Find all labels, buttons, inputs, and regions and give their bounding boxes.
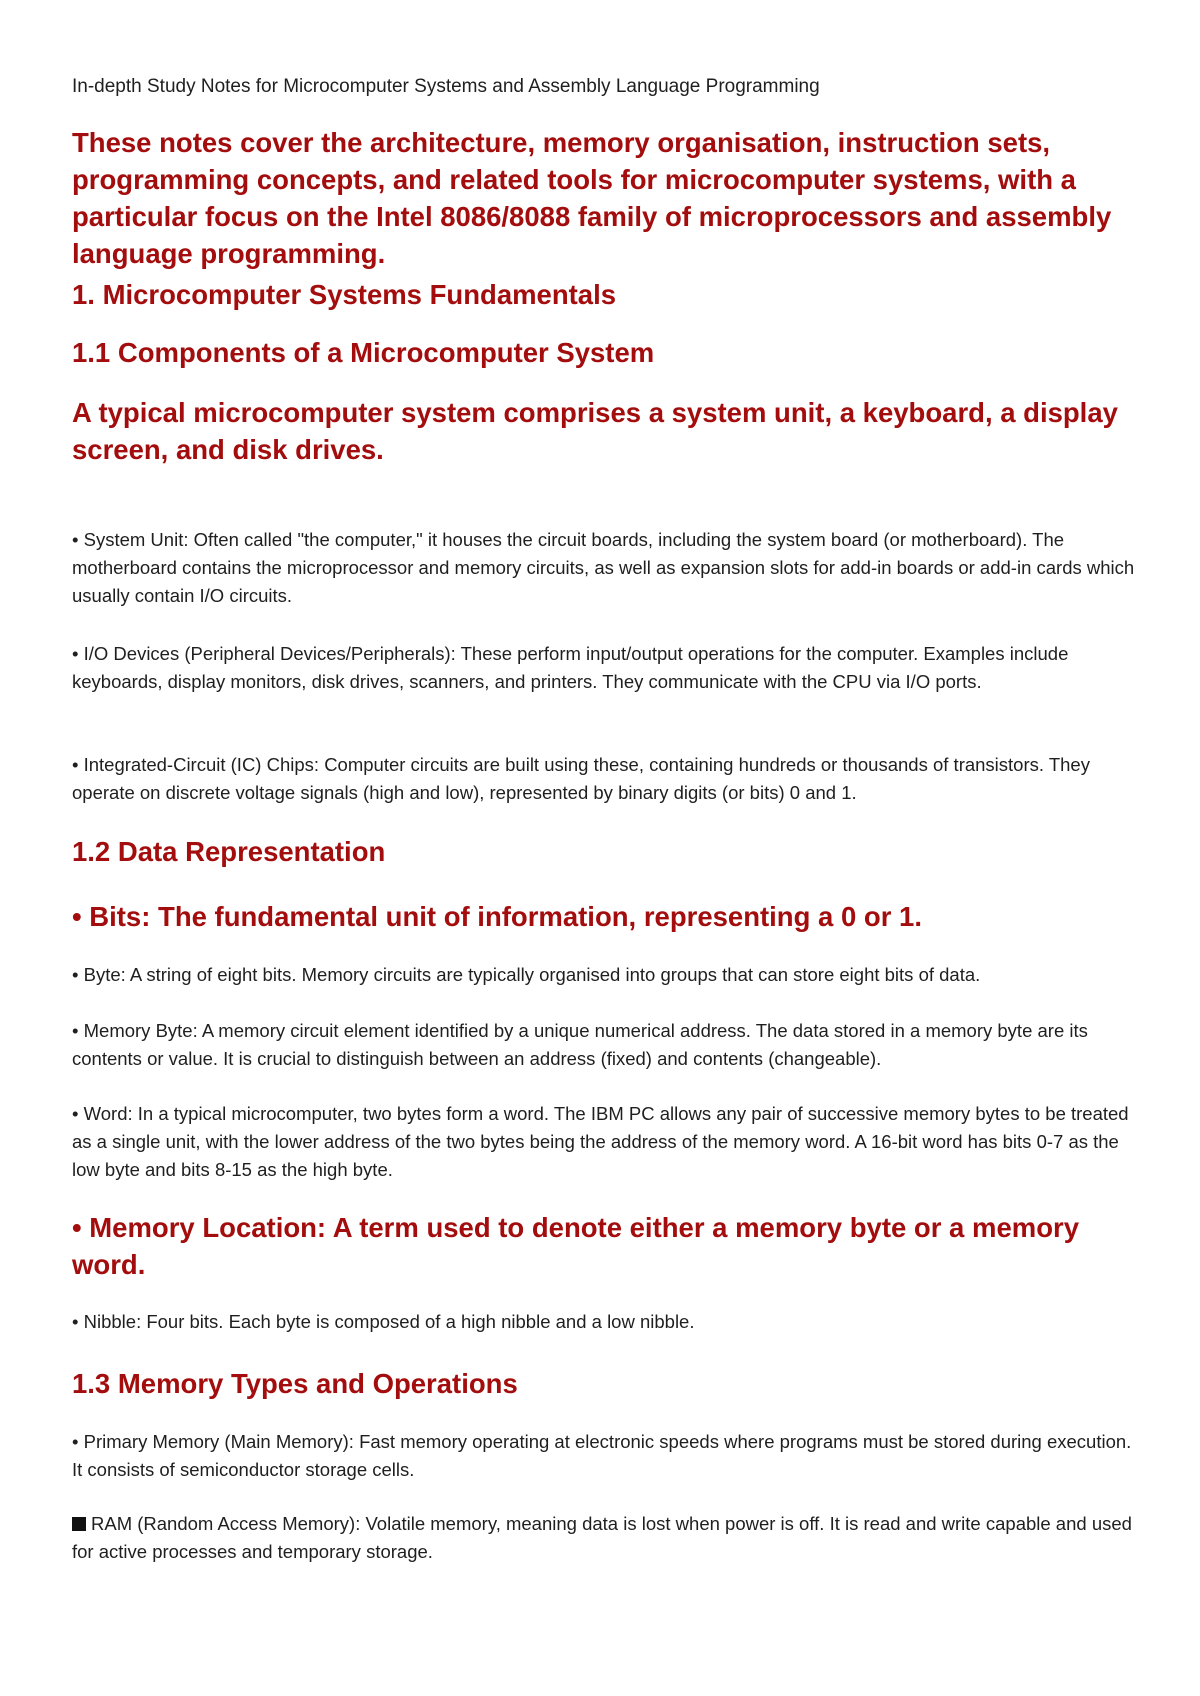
system-unit-item: • System Unit: Often called "the computer," it houses the circuit boards, including the system board (or motherboard). The motherboard contains the microprocessor and memory circuits, as well as expansion slots for add-in boards or add-in cards which usually contain I/O circuits. bbox=[72, 529, 1135, 606]
memory-byte-item: • Memory Byte: A memory circuit element identified by a unique numerical address. The data stored in a memory byte are its contents or value. It is crucial to distinguish between an address (fixed) and contents (changeable). bbox=[72, 1020, 1088, 1069]
section-1-heading: 1. Microcomputer Systems Fundamentals bbox=[72, 279, 617, 310]
primary-memory-item: • Primary Memory (Main Memory): Fast memory operating at electronic speeds where programs must be stored during execution. It consists of semiconductor storage cells. bbox=[72, 1431, 1132, 1480]
memory-location-item: • Memory Location: A term used to denote either a memory byte or a memory word. bbox=[72, 1212, 1079, 1280]
ram-item bbox=[72, 1510, 1142, 1566]
io-devices-item: • I/O Devices (Peripheral Devices/Peripherals): These perform input/output operations for the computer. Examples include keyboards, display monitors, disk drives, scanners, and printers. They communicate with the CPU via I/O ports. bbox=[72, 643, 1069, 692]
word-item: • Word: In a typical microcomputer, two bytes form a word. The IBM PC allows any pair of successive memory bytes to be treated as a single unit, with the lower address of the two bytes being the address of the memory word. A 16-bit word has bits 0-7 as the low byte and bits 8-15 as the high byte. bbox=[72, 1103, 1129, 1180]
section-1-3-heading: 1.3 Memory Types and Operations bbox=[72, 1368, 518, 1399]
nibble-item: • Nibble: Four bits. Each byte is composed of a high nibble and a low nibble. bbox=[72, 1311, 695, 1332]
document-title: In-depth Study Notes for Microcomputer Systems and Assembly Language Programming bbox=[72, 76, 820, 97]
ic-chips-item: • Integrated-Circuit (IC) Chips: Computer circuits are built using these, containing hundreds or thousands of transistors. They operate on discrete voltage signals (high and low), represented by binary digits (or bits) 0 and 1. bbox=[72, 754, 1090, 803]
square-bullet-icon bbox=[72, 1517, 86, 1531]
bits-item: • Bits: The fundamental unit of information, representing a 0 or 1. bbox=[72, 901, 922, 932]
intro-lead: These notes cover the architecture, memory organisation, instruction sets, programming concepts, and related tools for microcomputer systems, with a particular focus on the Intel 8086/8088 family of microprocessors and assembly language programming. bbox=[72, 127, 1112, 269]
ram-item-text: RAM (Random Access Memory): Volatile memory, meaning data is lost when power is off. It is read and write capable and used for active processes and temporary storage. bbox=[72, 1513, 1132, 1562]
byte-item: • Byte: A string of eight bits. Memory circuits are typically organised into groups that can store eight bits of data. bbox=[72, 964, 981, 985]
section-1-1-heading: 1.1 Components of a Microcomputer System bbox=[72, 337, 655, 368]
section-1-2-heading: 1.2 Data Representation bbox=[72, 836, 386, 867]
section-1-1-lead: A typical microcomputer system comprises a system unit, a keyboard, a display screen, and disk drives. bbox=[72, 397, 1118, 465]
